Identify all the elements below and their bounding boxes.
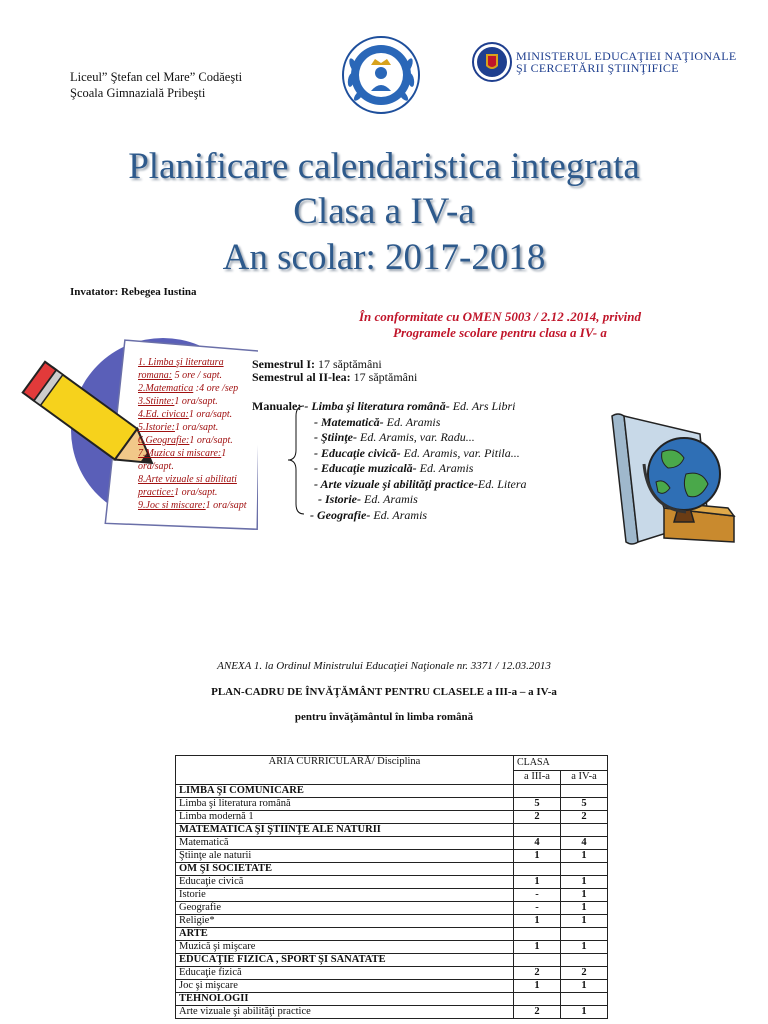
row-value-b <box>561 993 608 1006</box>
subject-note <box>138 499 260 512</box>
manual-item <box>252 461 527 477</box>
subject-note-hours: :4 ore /sep <box>195 383 239 394</box>
row-value-a: 1 <box>514 915 561 928</box>
header-col-b: a IV-a <box>561 770 608 785</box>
row-value-a: 2 <box>514 967 561 980</box>
class-title: Clasa a IV-a <box>293 191 475 232</box>
subject-note <box>138 447 260 473</box>
subject-note-hours: 1 ora/sapt. <box>188 409 233 420</box>
table-row <box>176 967 608 980</box>
plan-title: PLAN-CADRU DE ÎNVĂŢĂMÂNT PENTRU CLASELE a III-a – a IV-a <box>211 686 557 698</box>
row-value-b: 1 <box>561 1006 608 1019</box>
subject-note-item: 8.Arte vizuale si abilitati practice: <box>138 474 237 498</box>
row-value-a <box>514 824 561 837</box>
row-value-b: 1 <box>561 889 608 902</box>
page-title: Planificare calendaristica integrata <box>128 146 640 187</box>
header-class: CLASA <box>514 756 608 771</box>
table-section-row <box>176 863 608 876</box>
manual-edition: Ed. Aramis <box>386 414 441 429</box>
semester-2 <box>252 371 417 384</box>
row-label: Religie* <box>176 915 514 928</box>
table-section-row <box>176 785 608 798</box>
semester-value: 17 săptămâni <box>318 357 382 371</box>
table-row <box>176 811 608 824</box>
conformity-line-2: Programele scolare pentru clasa a IV- a <box>393 325 607 340</box>
row-label: Joc şi mişcare <box>176 980 514 993</box>
row-value-a <box>514 993 561 1006</box>
table-row <box>176 850 608 863</box>
conformity-line-1: În conformitate cu OMEN 5003 / 2.12 .2014, privind <box>358 309 642 324</box>
row-value-a: 4 <box>514 837 561 850</box>
subject-note <box>138 473 260 499</box>
ministry-line-1: MINISTERUL EDUCAŢIEI NAŢIONALE <box>516 49 737 63</box>
manual-item <box>252 399 527 415</box>
manual-name: - Matematică- <box>314 414 384 429</box>
table-section-row <box>176 993 608 1006</box>
school-year-title: An scolar: 2017-2018 <box>222 237 546 278</box>
table-row <box>176 889 608 902</box>
header-col-a: a III-a <box>514 770 561 785</box>
subject-note-item: 9.Joc si miscare: <box>138 500 206 511</box>
row-value-b: 1 <box>561 980 608 993</box>
row-value-a: 2 <box>514 1006 561 1019</box>
row-label: Educaţie fizică <box>176 967 514 980</box>
subject-note-item: 5.Istorie: <box>138 422 175 433</box>
semester-value: 17 săptămâni <box>353 370 418 384</box>
row-label: OM ŞI SOCIETATE <box>176 863 514 876</box>
subject-note-hours: 1 ora/sapt. <box>138 448 227 472</box>
row-value-b <box>561 863 608 876</box>
row-label: MATEMATICA ŞI ŞTIINŢE ALE NATURII <box>176 824 514 837</box>
row-value-a: 1 <box>514 941 561 954</box>
ministry-logo <box>472 40 512 84</box>
row-value-b <box>561 785 608 798</box>
row-value-b: 1 <box>561 902 608 915</box>
row-label: Limba şi literatura română <box>176 798 514 811</box>
globe-illustration <box>604 412 736 546</box>
row-value-b: 1 <box>561 915 608 928</box>
manual-edition: Ed. Aramis <box>364 492 418 506</box>
table-section-row <box>176 824 608 837</box>
manual-name: - Arte vizuale şi abilităţi practice- <box>314 476 478 491</box>
manual-item <box>252 446 527 462</box>
row-value-a: 1 <box>514 876 561 889</box>
plan-subtitle: pentru învăţământul în limba română <box>294 711 474 723</box>
subject-note-hours: 1 ora/sapt <box>205 500 247 511</box>
manual-edition: Ed. Aramis, var. Pitila... <box>403 445 520 460</box>
curriculum-table <box>175 755 608 1019</box>
teacher-name: Invatator: Rebegea Iustina <box>70 286 197 298</box>
semester-label: Semestrul I: <box>252 357 315 371</box>
table-row <box>176 941 608 954</box>
subject-note <box>138 421 260 434</box>
row-label: EDUCAŢIE FIZICA , SPORT ŞI SANATATE <box>176 954 514 967</box>
school-name <box>70 69 242 101</box>
row-value-b: 1 <box>561 941 608 954</box>
ministry-line-2: ŞI CERCETĂRII ŞTIINŢIFICE <box>516 61 679 75</box>
row-label: Arte vizuale şi abilităţi practice <box>176 1006 514 1019</box>
row-label: Muzică şi mişcare <box>176 941 514 954</box>
manual-edition: Ed. Litera <box>477 476 527 491</box>
manual-name: - Educaţie civică- <box>314 445 401 460</box>
manual-edition: Ed. Aramis <box>419 461 474 475</box>
table-row <box>176 1006 608 1019</box>
row-label: Geografie <box>176 902 514 915</box>
semester-label: Semestrul al II-lea: <box>252 370 351 384</box>
row-value-b: 1 <box>561 850 608 863</box>
row-value-a <box>514 863 561 876</box>
subject-note-item: romana: <box>138 370 173 381</box>
manuals-label: Manuale: <box>252 399 302 413</box>
row-value-a: 2 <box>514 811 561 824</box>
subject-note-item: 6.Geografie: <box>138 435 190 446</box>
row-label: TEHNOLOGII <box>176 993 514 1006</box>
subject-note-item: 2.Matematica <box>138 383 194 394</box>
subject-note-hours: 5 ore / sapt. <box>174 370 222 381</box>
table-row <box>176 915 608 928</box>
table-section-row <box>176 954 608 967</box>
semesters <box>252 358 417 384</box>
manual-name: - Ştiinţe- <box>314 430 358 444</box>
ministry-name <box>516 50 737 74</box>
manual-edition: Ed. Ars Libri <box>452 399 516 413</box>
school-line-1: Liceul” Ştefan cel Mare” Codăeşti <box>70 70 243 84</box>
manual-item <box>252 477 527 493</box>
row-label: Istorie <box>176 889 514 902</box>
row-value-b: 4 <box>561 837 608 850</box>
row-value-a: 5 <box>514 798 561 811</box>
row-value-b: 2 <box>561 967 608 980</box>
subject-notes <box>138 356 260 512</box>
row-value-a <box>514 928 561 941</box>
manual-name: - Istorie- <box>318 492 361 506</box>
row-value-a: 1 <box>514 850 561 863</box>
subject-note-hours: 1 ora/sapt. <box>174 396 218 407</box>
row-value-a: - <box>514 889 561 902</box>
manuals-list <box>252 399 527 523</box>
subject-note <box>138 356 260 369</box>
table-header-row <box>176 756 608 771</box>
table-row <box>176 902 608 915</box>
conformity-note <box>300 309 700 341</box>
subject-note-hours: 1 ora/sapt. <box>189 435 233 446</box>
row-value-b: 1 <box>561 876 608 889</box>
subject-note <box>138 395 260 408</box>
table-row <box>176 876 608 889</box>
subject-note-item: 7.Muzica si miscare: <box>138 448 222 459</box>
manual-edition: Ed. Aramis <box>373 507 428 522</box>
table-row <box>176 837 608 850</box>
row-value-b: 5 <box>561 798 608 811</box>
manual-item <box>252 415 527 431</box>
subject-note <box>138 434 260 447</box>
anexa-reference: ANEXA 1. la Ordinul Ministrului Educaţiei Naţionale nr. 3371 / 12.03.2013 <box>217 660 551 672</box>
subject-note <box>138 382 260 395</box>
row-value-b <box>561 928 608 941</box>
manual-name: - Limba şi literatura română- <box>304 399 450 413</box>
subject-note <box>138 369 260 382</box>
subject-note-hours: 1 ora/sapt. <box>174 422 219 433</box>
subject-note-hours: 1 ora/sapt. <box>174 487 218 498</box>
school-line-2: Şcoala Gimnazială Pribeşti <box>70 86 206 100</box>
subject-note-item: 3.Stiinte: <box>138 396 175 407</box>
manual-name: - Geografie- <box>310 507 371 522</box>
row-label: Ştiinţe ale naturii <box>176 850 514 863</box>
row-value-a: 1 <box>514 980 561 993</box>
manual-item <box>252 430 527 446</box>
subject-note-item: 1. Limba şi literatura <box>138 357 224 368</box>
manual-item <box>252 508 527 524</box>
row-label: Limba modernă 1 <box>176 811 514 824</box>
row-value-b <box>561 824 608 837</box>
subject-note-item: 4.Ed. civica: <box>138 409 189 420</box>
row-label: Educaţie civică <box>176 876 514 889</box>
header-area: ARIA CURRICULARĂ/ Disciplina <box>176 756 514 785</box>
row-value-a <box>514 954 561 967</box>
manual-item <box>252 492 527 508</box>
row-value-b <box>561 954 608 967</box>
manual-name: - Educaţie muzicală- <box>314 461 417 475</box>
table-row <box>176 798 608 811</box>
row-label: ARTE <box>176 928 514 941</box>
table-section-row <box>176 928 608 941</box>
row-label: Matematică <box>176 837 514 850</box>
row-value-a <box>514 785 561 798</box>
manual-edition: Ed. Aramis, var. Radu... <box>360 430 475 444</box>
table-row <box>176 980 608 993</box>
school-crest-logo <box>341 35 421 115</box>
subject-note <box>138 408 260 421</box>
row-value-a: - <box>514 902 561 915</box>
row-label: LIMBA ŞI COMUNICARE <box>176 785 514 798</box>
row-value-b: 2 <box>561 811 608 824</box>
